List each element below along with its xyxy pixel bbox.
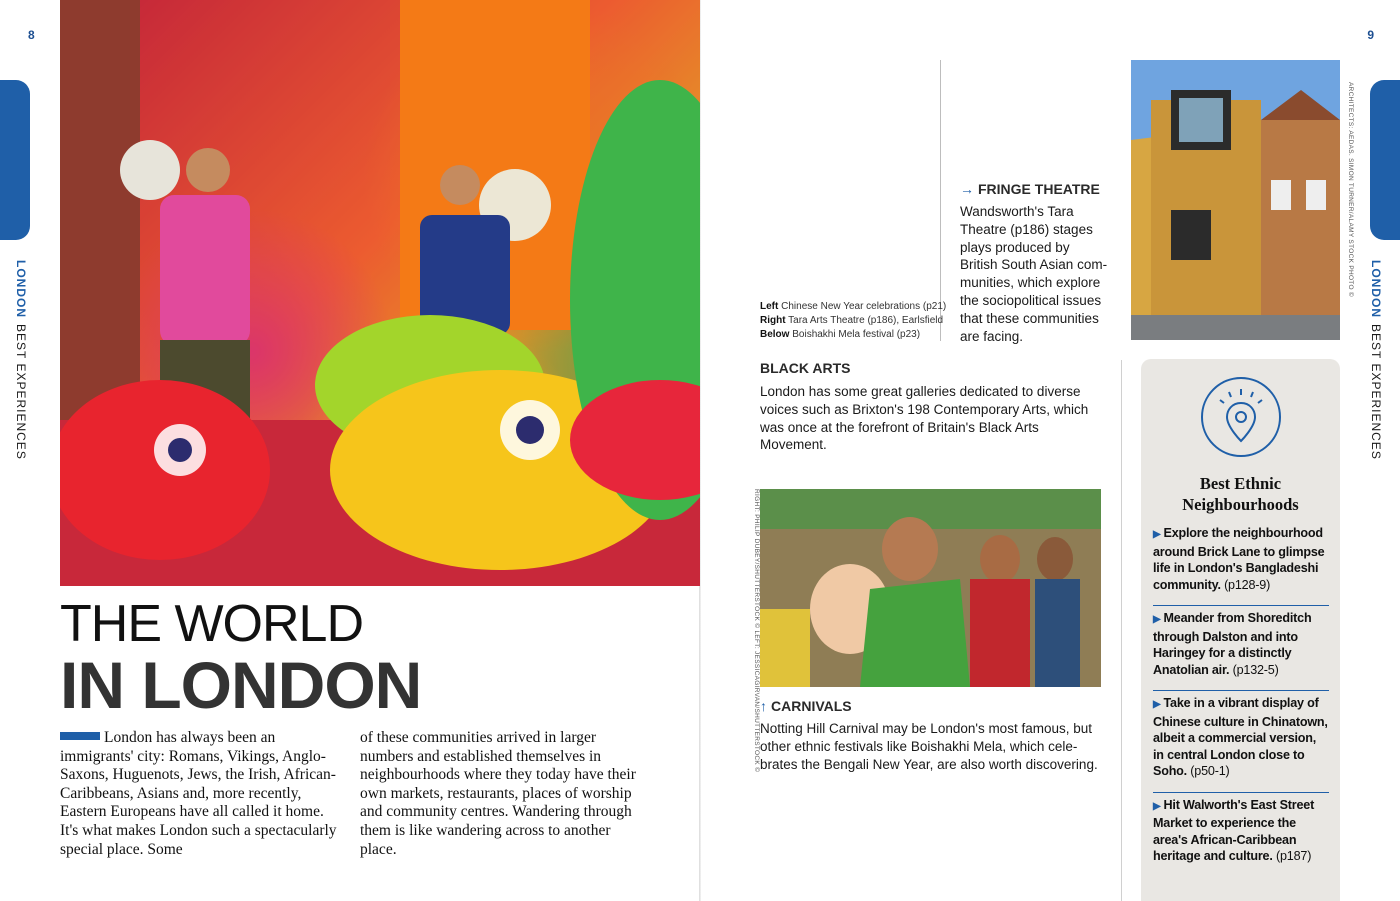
title-line-1: THE WORLD [60, 595, 363, 653]
caption-text: Tara Arts Theatre (p186), Earlsfield [788, 315, 944, 326]
sidebar-title-line-2: Neighbourhoods [1182, 495, 1299, 514]
caption-label: Left [760, 301, 779, 312]
chapter-tab-left [0, 80, 30, 240]
black-arts-section [760, 360, 1105, 454]
triangle-bullet-icon: ▶ [1153, 529, 1161, 540]
intro-column-1 [60, 729, 342, 859]
triangle-bullet-icon: ▶ [1153, 614, 1161, 625]
list-item [1153, 525, 1329, 606]
triangle-bullet-icon: ▶ [1153, 800, 1161, 812]
caption-right [760, 314, 946, 328]
list-item-text: Take in a vibrant display of Chinese culture in Chinatown, albeit a commercial version, in central London close to Soho. [1153, 696, 1328, 778]
list-item [1153, 695, 1329, 793]
fringe-theatre-heading [960, 181, 1110, 197]
list-item-page: (p50-1) [1190, 764, 1230, 778]
fringe-heading-text: FRINGE THEATRE [978, 181, 1100, 197]
tara-theatre-photo [1131, 60, 1340, 340]
running-head-rest: BEST EXPERIENCES [14, 324, 28, 460]
running-head-rest: BEST EXPERIENCES [1369, 324, 1383, 460]
title-line-2: IN LONDON [60, 648, 422, 722]
list-item [1153, 797, 1329, 877]
carnivals-heading [760, 698, 1105, 714]
carnival-photo-illustration [760, 489, 1101, 687]
caption-text: Chinese New Year celebrations (p21) [781, 301, 947, 312]
chinese-new-year-photo [60, 0, 700, 586]
sidebar-title-line-1: Best Ethnic [1199, 474, 1282, 493]
list-item-page: (p128-9) [1224, 577, 1271, 592]
black-arts-heading: BLACK ARTS [760, 360, 851, 376]
column-divider [940, 60, 941, 341]
page-number-left: 8 [28, 28, 35, 42]
intro-column-2: of these communities arrived in larger numbers and established themselves in neighbourhoods where they today have their own markets, restaurants, places of worship and community centres. Wandering through them is like wandering across to another place. [360, 729, 636, 858]
carnivals-body: Notting Hill Carnival may be London's most famous, but other ethnic festivals like Boishakhi Mela, which cele-brates the Bengali New Year, are also worth discovering. [760, 721, 1098, 772]
caption-label: Below [760, 329, 790, 340]
carnivals-heading-text: CARNIVALS [771, 698, 852, 714]
chapter-tab-right [1370, 80, 1400, 240]
caption-left [760, 300, 946, 314]
running-head-bold: LONDON [1369, 260, 1383, 318]
hero-photo-illustration [60, 0, 700, 586]
list-item-page: (p187) [1275, 849, 1312, 863]
black-arts-body: London has some great galleries dedicated to diverse voices such as Brixton's 198 Contemporary Arts, which was once at the forefront of Britain's Black Arts Movement. [760, 384, 1089, 453]
sidebar-list [1153, 525, 1329, 881]
arrow-right-icon: → [960, 181, 974, 197]
fringe-theatre-body: Wandsworth's Tara Theatre (p186) stages plays produced by British South Asian com-munities, which explore the sociopolitical issues that these communities are facing. [960, 204, 1108, 344]
intro-accent-bar [60, 732, 100, 740]
fringe-theatre-section [960, 181, 1110, 345]
caption-label: Right [760, 315, 786, 326]
best-neighbourhoods-sidebar [1141, 359, 1340, 901]
page-number-right: 9 [1367, 28, 1374, 42]
list-item [1153, 610, 1329, 691]
theatre-photo-credit: ARCHITECTS: AEDAS. SIMON TURNER/ALAMY STOCK PHOTO © [1347, 82, 1354, 298]
triangle-bullet-icon: ▶ [1153, 699, 1161, 710]
list-item-text: Meander from Shoreditch through Dalston and into Haringey for a distinctly Anatolian air. [1153, 611, 1312, 677]
list-item-text: Explore the neighbourhood around Brick Lane to glimpse life in London's Bangladeshi community. [1153, 526, 1325, 592]
sidebar-title [1141, 473, 1340, 515]
theatre-photo-illustration [1131, 60, 1340, 340]
intro-text-1: London has always been an immigrants' city: Romans, Vikings, Anglo-Saxons, Huguenots, Jews, the Irish, African-Caribbeans, Asians and, more recently, Eastern Europeans have all called it home. It's what makes London such a spectacularly special place. Some [60, 729, 337, 858]
carnivals-section [760, 698, 1105, 773]
arrow-up-icon: ↑ [760, 698, 767, 714]
article-title [60, 595, 422, 722]
running-head-right [1369, 260, 1383, 460]
caption-text: Boishakhi Mela festival (p23) [792, 329, 921, 340]
running-head-bold: LONDON [14, 260, 28, 318]
caption-below [760, 328, 946, 342]
sidebar-divider [1121, 360, 1122, 901]
running-head-left [14, 260, 28, 460]
carnival-photo-credit: RIGHT: PHILIP DUBEY/SHUTTERSTOCK © LEFT: JESSICAGIRVAN/SHUTTERSTOCK © [753, 489, 760, 773]
list-item-page: (p132-5) [1232, 662, 1279, 677]
list-item-text: Hit Walworth's East Street Market to experience the area's African-Caribbean heritage and culture. [1153, 797, 1315, 863]
boishakhi-mela-photo [760, 489, 1101, 687]
location-pin-icon [1199, 375, 1283, 459]
photo-captions [760, 300, 946, 342]
